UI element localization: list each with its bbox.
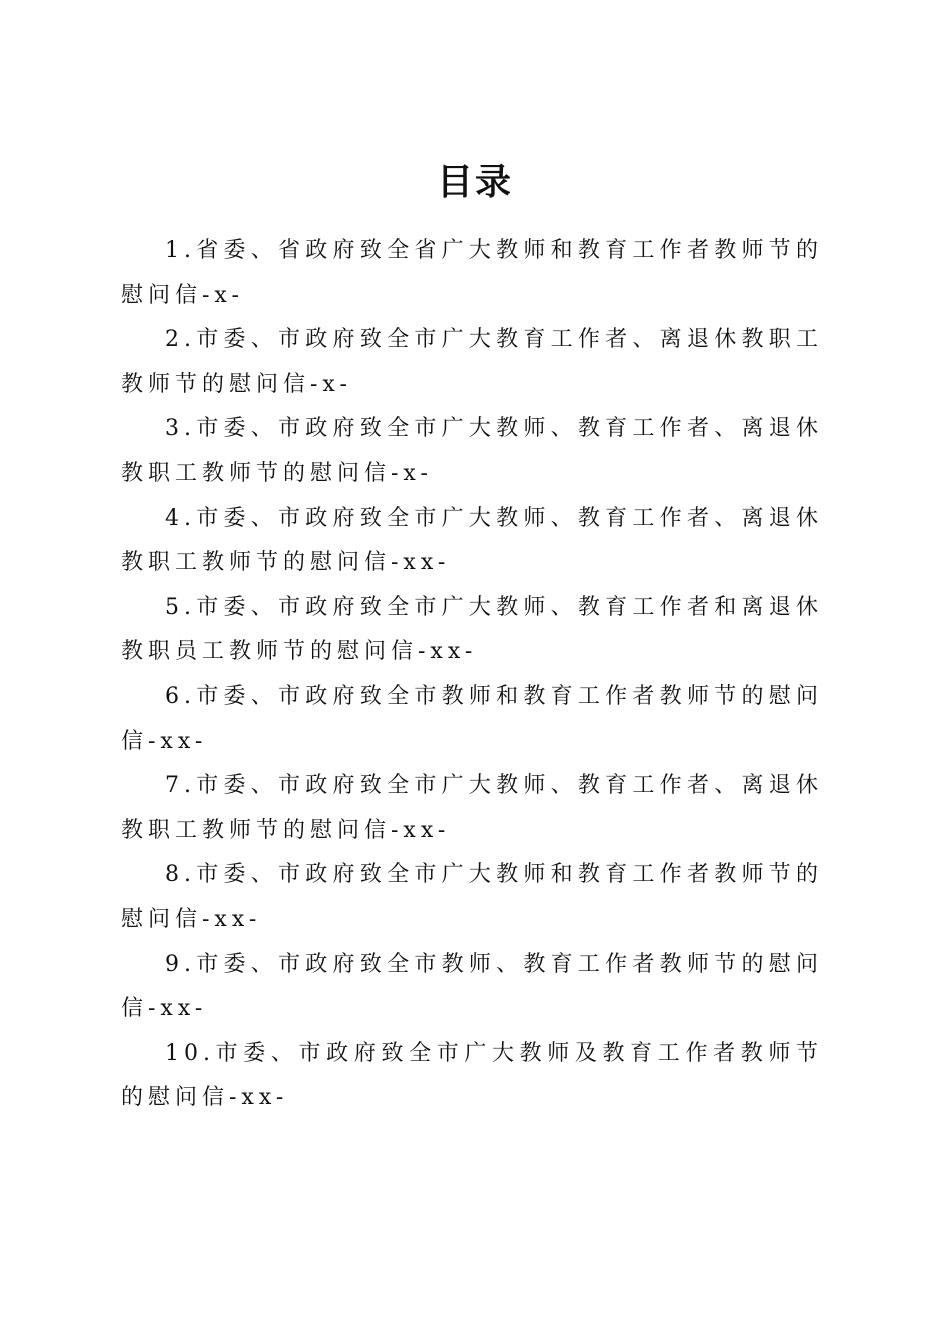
toc-item: 9.市委、市政府致全市教师、教育工作者教师节的慰问信-xx- bbox=[121, 951, 823, 1022]
toc-item: 1.省委、省政府致全省广大教师和教育工作者教师节的慰问信-x- bbox=[121, 238, 823, 308]
toc-item: 10.市委、市政府致全市广大教师及教育工作者教师节的慰问信-xx- bbox=[121, 1040, 823, 1111]
toc-item: 4.市委、市政府致全市广大教师、教育工作者、离退休教职工教师节的慰问信-xx- bbox=[121, 505, 823, 576]
page-title: 目录 bbox=[436, 161, 513, 204]
toc-item: 6.市委、市政府致全市教师和教育工作者教师节的慰问信-xx- bbox=[121, 683, 823, 754]
toc-item: 5.市委、市政府致全市广大教师、教育工作者和离退休教职员工教师节的慰问信-xx- bbox=[121, 594, 823, 665]
toc-item: 7.市委、市政府致全市广大教师、教育工作者、离退休教职工教师节的慰问信-xx- bbox=[121, 773, 823, 843]
table-of-contents bbox=[121, 229, 823, 1121]
toc-item: 3.市委、市政府致全市广大教师、教育工作者、离退休教职工教师节的慰问信-x- bbox=[121, 416, 823, 486]
toc-item: 8.市委、市政府致全市广大教师和教育工作者教师节的慰问信-xx- bbox=[121, 862, 823, 932]
toc-item: 2.市委、市政府致全市广大教育工作者、离退休教职工教师节的慰问信-x- bbox=[121, 327, 823, 397]
